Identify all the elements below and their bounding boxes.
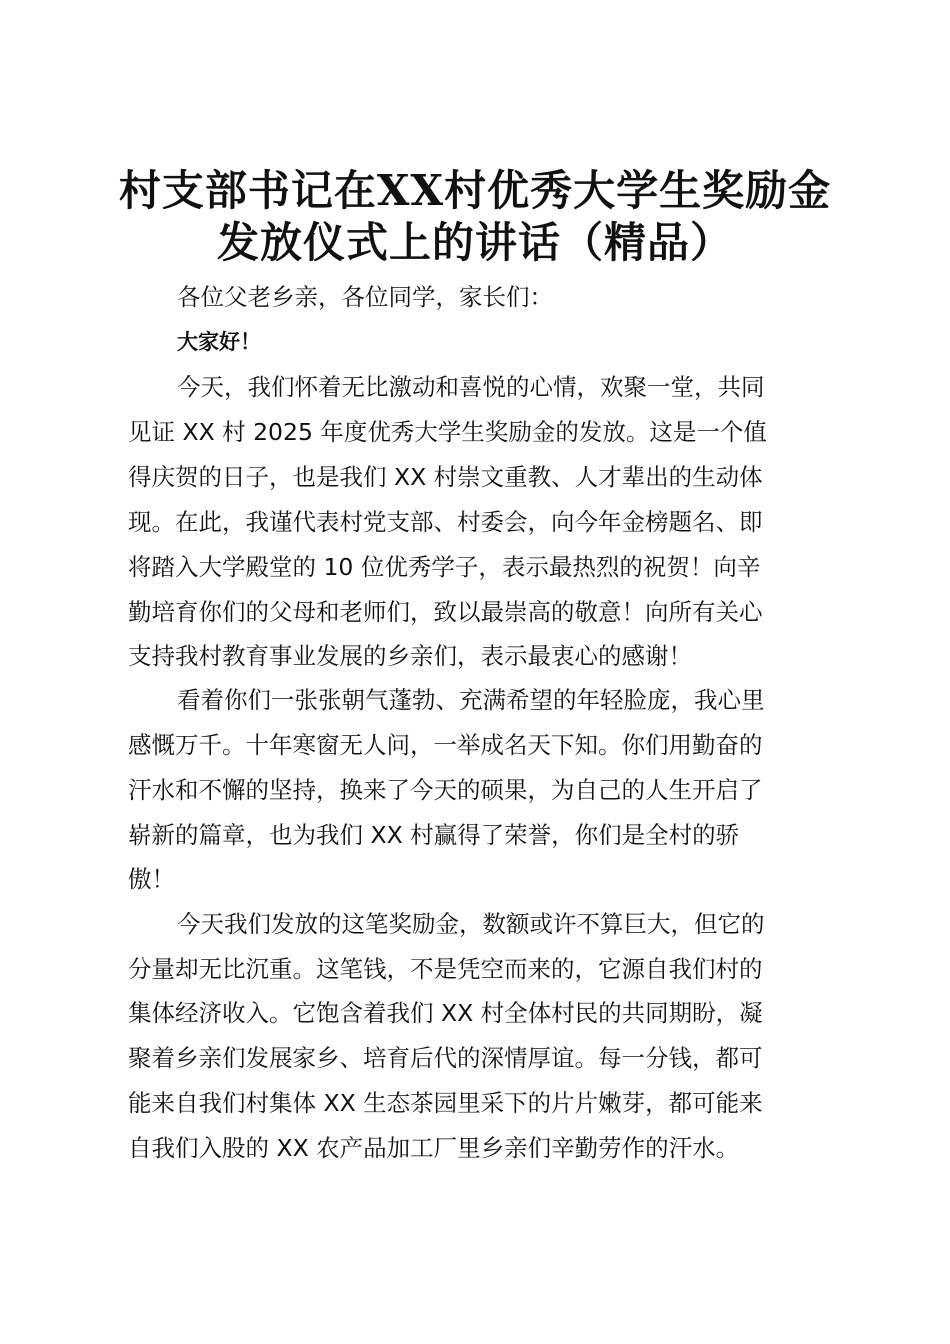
body-line: 勤培育你们的父母和老师们，致以最崇高的敬意！向所有关心 <box>128 598 763 626</box>
body-line: 汗水和不懈的坚持，换来了今天的硕果，为自己的人生开启了 <box>128 776 763 804</box>
body-line: 集体经济收入。它饱含着我们 XX 村全体村民的共同期盼，凝 <box>128 999 763 1027</box>
body-line: 聚着乡亲们发展家乡、培育后代的深情厚谊。每一分钱，都可 <box>128 1044 763 1072</box>
body-line: 能来自我们村集体 XX 生态茶园里采下的片片嫩芽，都可能来 <box>128 1089 763 1117</box>
body-line: 今天，我们怀着无比激动和喜悦的心情，欢聚一堂，共同 <box>177 373 765 401</box>
body-line: 自我们入股的 XX 农产品加工厂里乡亲们辛勤劳作的汗水。 <box>128 1134 740 1162</box>
body-line: 得庆贺的日子，也是我们 XX 村崇文重教、人才辈出的生动体 <box>128 463 763 491</box>
body-line: 见证 XX 村 2025 年度优秀大学生奖励金的发放。这是一个值 <box>128 418 767 446</box>
body-line: 感慨万千。十年寒窗无人问，一举成名天下知。你们用勤奋的 <box>128 731 763 759</box>
body-line: 傲！ <box>128 865 175 893</box>
document-title <box>0 165 950 269</box>
body-line: 将踏入大学殿堂的 10 位优秀学子，表示最热烈的祝贺！向辛 <box>128 553 761 581</box>
body-line: 支持我村教育事业发展的乡亲们，表示最衷心的感谢！ <box>128 642 692 670</box>
body-line: 分量却无比沉重。这笔钱，不是凭空而来的，它源自我们村的 <box>128 955 763 983</box>
greeting-line: 大家好！ <box>177 330 261 354</box>
body-line: 崭新的篇章，也为我们 XX 村赢得了荣誉，你们是全村的骄 <box>128 821 740 849</box>
body-line: 今天我们发放的这笔奖励金，数额或许不算巨大，但它的 <box>177 910 765 938</box>
body-line: 现。在此，我谨代表村党支部、村委会，向今年金榜题名、即 <box>128 508 763 536</box>
body-line: 看着你们一张张朝气蓬勃、充满希望的年轻脸庞，我心里 <box>177 686 765 714</box>
salutation-line: 各位父老乡亲，各位同学，家长们： <box>177 283 553 311</box>
title-line-2: 发放仪式上的讲话（精品） <box>216 218 733 267</box>
title-line-1: 村支部书记在XX村优秀大学生奖励金 <box>118 166 832 215</box>
